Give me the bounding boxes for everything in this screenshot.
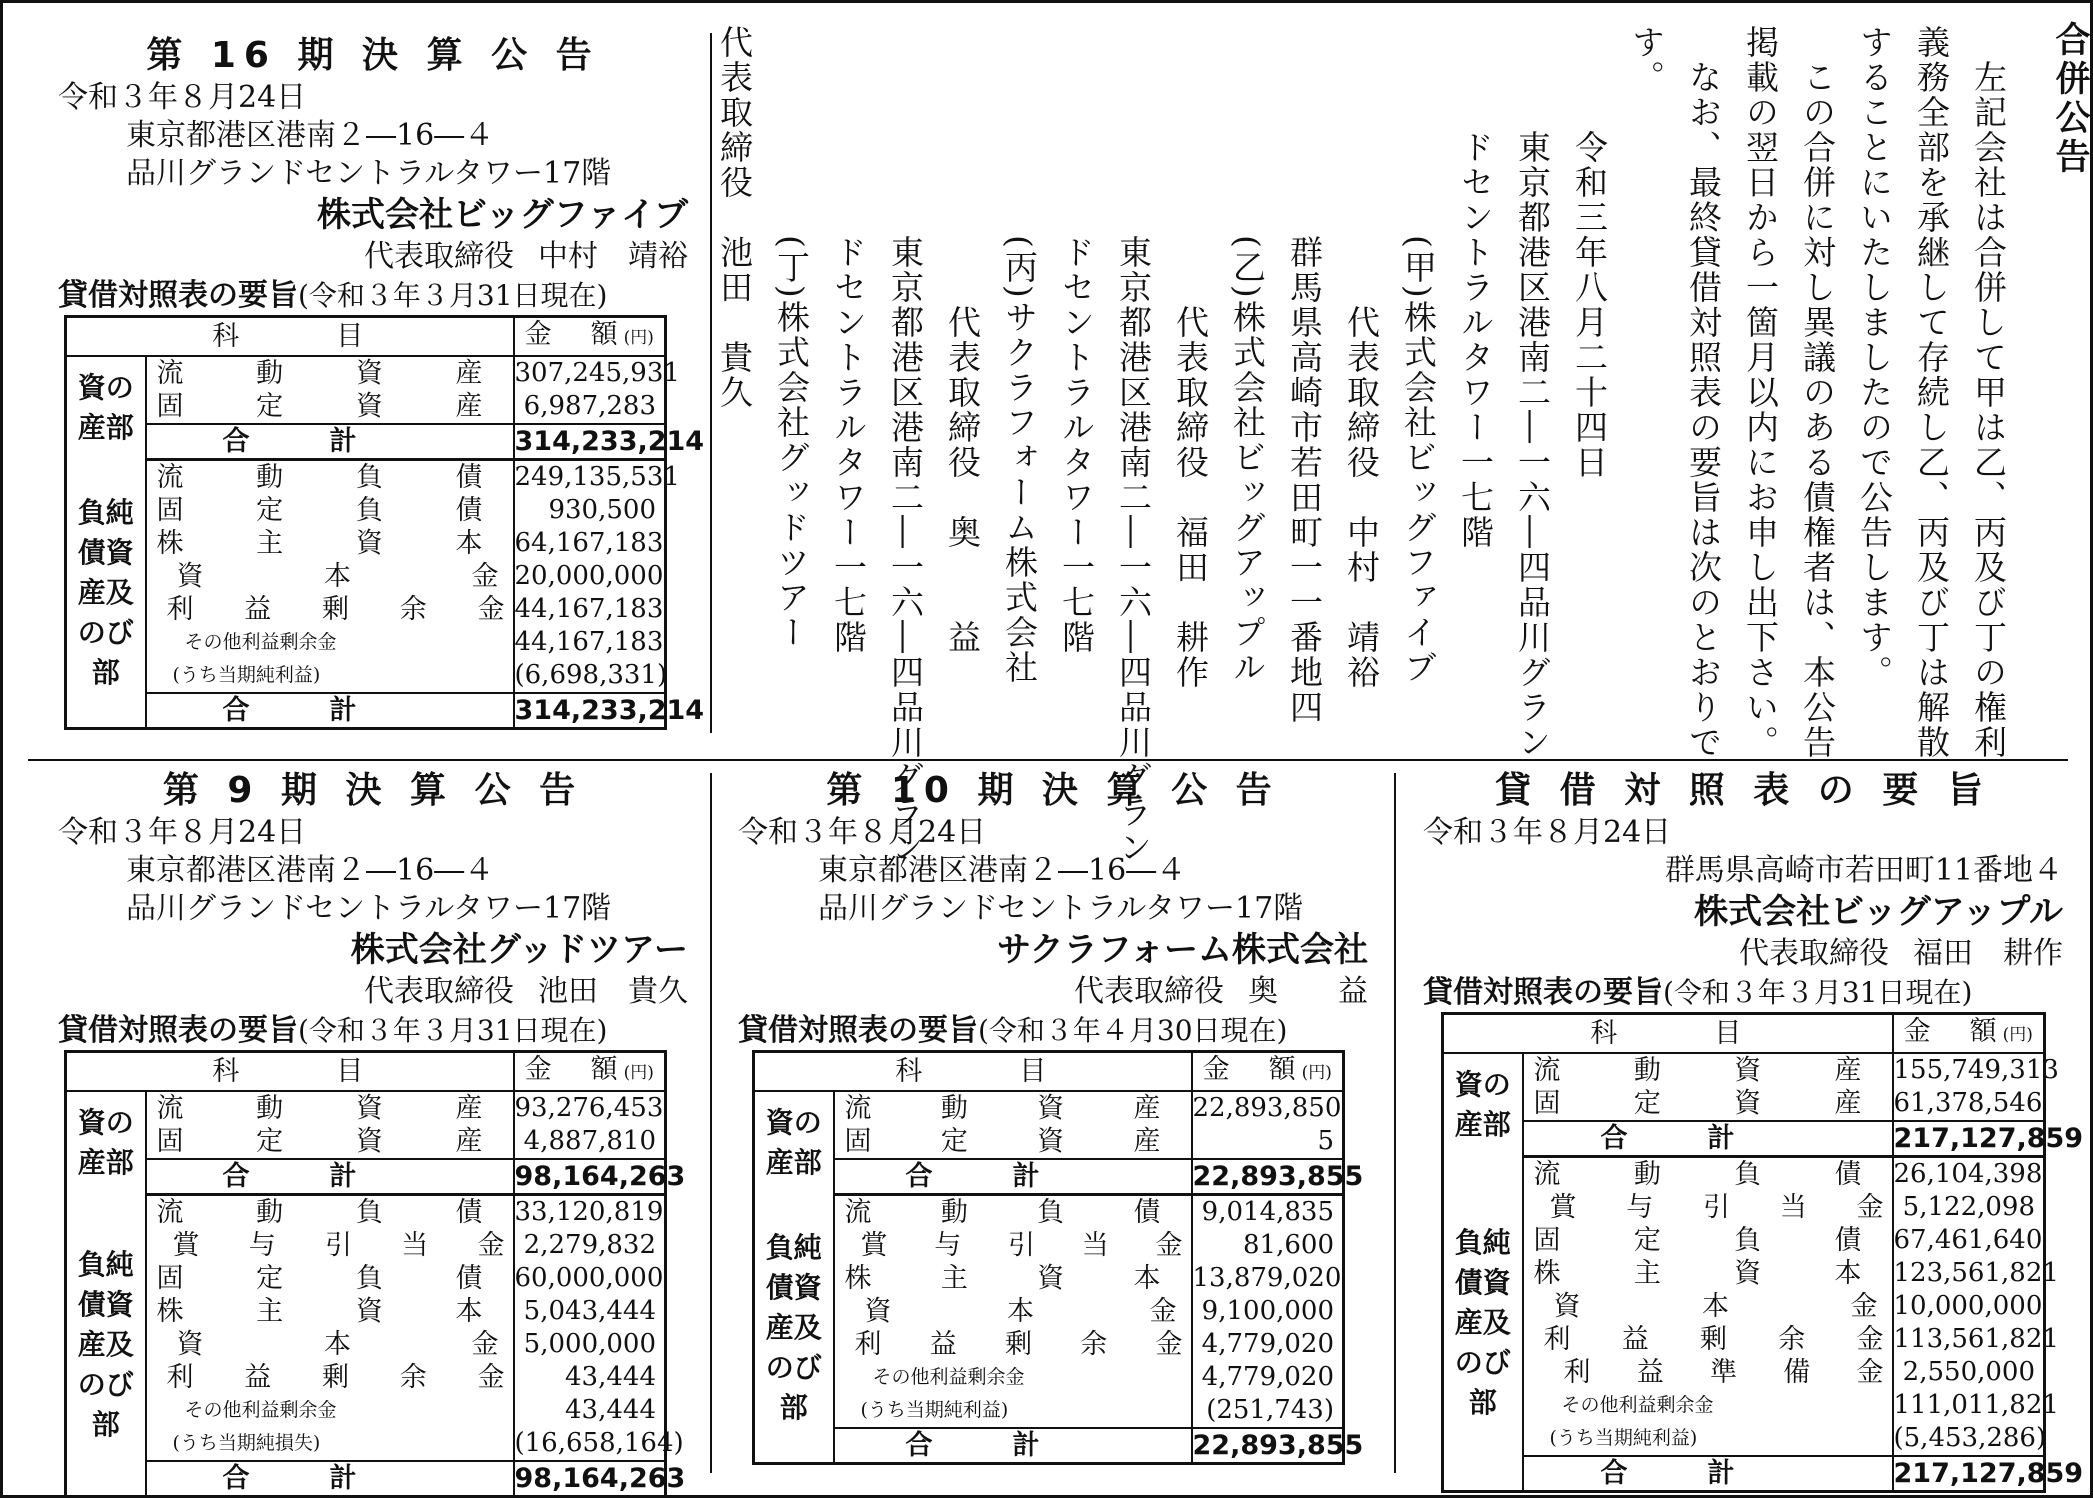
rep-title: 代表取締役 bbox=[364, 239, 514, 274]
table-row bbox=[66, 356, 666, 390]
item-value: 44,167,183 bbox=[514, 593, 666, 626]
divider bbox=[1394, 773, 1396, 1473]
section-label-text: 負純債資産及のび部 bbox=[77, 496, 134, 690]
item-value: 4,779,020 bbox=[1192, 1361, 1344, 1394]
merger-column: 左記会社は合併して甲は乙、丙及び丁の権利 bbox=[1969, 60, 2008, 760]
total-value: 98,164,263 bbox=[514, 1159, 666, 1195]
total-label: 合計 bbox=[146, 693, 514, 729]
table-row bbox=[754, 1361, 1344, 1394]
item-name: 株主資本 bbox=[1533, 1258, 1862, 1289]
item-name: (うち当期純損失) bbox=[172, 1432, 321, 1454]
section-label-text: 資の産部 bbox=[765, 1106, 822, 1180]
table-row bbox=[66, 659, 666, 693]
item-value: 249,135,531 bbox=[514, 460, 666, 495]
item-value: 93,276,453 bbox=[514, 1091, 666, 1125]
item-value: 81,600 bbox=[1192, 1229, 1344, 1262]
merger-column: (乙)株式会社ビッグアップル bbox=[1228, 235, 1267, 685]
caption-date: (令和３年３月31日現在) bbox=[298, 1014, 608, 1047]
table-row bbox=[1443, 1422, 2045, 1456]
item-value: (6,698,331) bbox=[514, 659, 666, 693]
total-value: 22,893,855 bbox=[1192, 1159, 1344, 1195]
item-value: (16,658,164) bbox=[514, 1427, 666, 1461]
item-value: 5,122,098 bbox=[1893, 1191, 2045, 1224]
header-amount bbox=[1893, 1014, 2045, 1054]
item-name: 固定負債 bbox=[156, 495, 483, 526]
total-row bbox=[66, 1461, 666, 1497]
item-name: 流動資産 bbox=[156, 1093, 483, 1124]
rep-name: 中村 靖裕 bbox=[538, 239, 688, 274]
merger-column: 代表取締役 奥 益 bbox=[943, 305, 982, 655]
caption-bold: 貸借対照表の要旨 bbox=[1423, 975, 1663, 1010]
table-row bbox=[1443, 1257, 2045, 1290]
panel-title: 第 10 期 決 算 公 告 bbox=[826, 770, 1280, 811]
table-row bbox=[66, 1091, 666, 1125]
table-row bbox=[66, 1125, 666, 1159]
merger-title: 合併公告 bbox=[2050, 21, 2090, 177]
merger-column: ドセントラルタワー一七階 bbox=[1456, 130, 1495, 550]
table-caption bbox=[738, 1012, 1368, 1050]
balance-sheet bbox=[64, 1050, 688, 1498]
caption-bold: 貸借対照表の要旨 bbox=[738, 1013, 978, 1048]
item-value: 64,167,183 bbox=[514, 527, 666, 560]
item-value: 5,043,444 bbox=[514, 1295, 666, 1328]
section-label-text: 負純債資産及のび部 bbox=[1454, 1226, 1511, 1420]
section-label bbox=[66, 460, 146, 729]
section-label bbox=[1443, 1053, 1523, 1157]
item-name: 固定資産 bbox=[1533, 1088, 1862, 1119]
item-name: 流動負債 bbox=[156, 462, 483, 493]
section-label-text: 資の産部 bbox=[77, 371, 134, 445]
address-line: 東京都港区港南２―16―４ bbox=[818, 853, 1187, 888]
header-amount bbox=[514, 1052, 666, 1092]
item-value: 155,749,313 bbox=[1893, 1055, 2059, 1085]
header-item: 科 目 bbox=[1443, 1014, 1893, 1054]
address-line: 品川グランドセントラルタワー17階 bbox=[126, 891, 612, 926]
item-name: 利益剰余金 bbox=[854, 1329, 1183, 1360]
item-value: 930,500 bbox=[514, 494, 666, 527]
item-name: 株主資本 bbox=[844, 1263, 1161, 1294]
rep-name: 池田 貴久 bbox=[538, 974, 688, 1009]
item-name: その他利益剰余金 bbox=[184, 1399, 337, 1421]
representative bbox=[738, 972, 1368, 1012]
address-line: 東京都港区港南２―16―４ bbox=[126, 853, 495, 888]
total-label: 合計 bbox=[1523, 1121, 1893, 1157]
item-value: 111,011,821 bbox=[1893, 1390, 2059, 1420]
item-value: 9,100,000 bbox=[1192, 1295, 1344, 1328]
item-name: (うち当期純利益) bbox=[1549, 1427, 1698, 1449]
caption-bold: 貸借対照表の要旨 bbox=[58, 278, 298, 313]
panel-p9 bbox=[58, 768, 688, 1498]
section-label-text: 負純債資産及のび部 bbox=[77, 1247, 134, 1441]
notice-date: 令和３年８月24日 bbox=[58, 80, 307, 115]
item-name: 利益準備金 bbox=[1563, 1357, 1884, 1388]
divider bbox=[710, 33, 712, 733]
total-value: 217,127,859 bbox=[1893, 1456, 2045, 1492]
table-row bbox=[66, 1295, 666, 1328]
item-value: 113,561,821 bbox=[1893, 1324, 2059, 1354]
total-label: 合計 bbox=[146, 1461, 514, 1497]
table-row bbox=[66, 1427, 666, 1461]
representative bbox=[58, 972, 688, 1012]
merger-column: (丁)株式会社グッドツアー bbox=[772, 235, 811, 650]
table-row bbox=[66, 494, 666, 527]
item-name: 資本金 bbox=[176, 561, 499, 592]
rep-title: 代表取締役 bbox=[1074, 974, 1224, 1009]
total-row bbox=[66, 1159, 666, 1195]
table-row bbox=[1443, 1323, 2045, 1356]
total-label: 合計 bbox=[834, 1428, 1192, 1464]
caption-date: (令和３年３月31日現在) bbox=[1663, 976, 1973, 1009]
table-row bbox=[754, 1262, 1344, 1295]
merger-column: 掲載の翌日から一箇月以内にお申し出下さい。 bbox=[1741, 25, 1780, 760]
item-value: 4,779,020 bbox=[1192, 1328, 1344, 1361]
total-value: 98,164,263 bbox=[514, 1461, 666, 1497]
item-value: 4,887,810 bbox=[514, 1125, 666, 1159]
section-label bbox=[66, 1091, 146, 1195]
merger-column: 東京都港区港南二―一六―四品川グラン bbox=[886, 235, 925, 865]
total-row bbox=[754, 1428, 1344, 1464]
table-row bbox=[66, 1229, 666, 1262]
section-label bbox=[754, 1091, 834, 1195]
item-name: 流動負債 bbox=[156, 1197, 483, 1228]
header-item: 科 目 bbox=[66, 317, 514, 357]
item-name: 利益剰余金 bbox=[1543, 1324, 1884, 1355]
item-name: 株主資本 bbox=[156, 1296, 483, 1327]
item-value: 2,550,000 bbox=[1893, 1356, 2045, 1389]
notice-date: 令和３年８月24日 bbox=[1423, 815, 1672, 850]
header-amount-label: 金 額 bbox=[1202, 1054, 1302, 1085]
section-label bbox=[1443, 1157, 1523, 1492]
total-label: 合計 bbox=[146, 1159, 514, 1195]
company-name: サクラフォーム株式会社 bbox=[997, 930, 1368, 970]
table-row bbox=[1443, 1157, 2045, 1192]
merger-column: す。 bbox=[1627, 25, 1666, 95]
item-value: 307,245,931 bbox=[514, 358, 680, 388]
header-unit: (円) bbox=[1301, 1063, 1332, 1083]
item-value: 10,000,000 bbox=[1893, 1290, 2045, 1323]
table-row bbox=[754, 1394, 1344, 1428]
merger-column: (丙)サクラフォーム株式会社 bbox=[1000, 235, 1039, 685]
table-row bbox=[754, 1295, 1344, 1328]
merger-column: この合併に対し異議のある債権者は、本公告 bbox=[1798, 60, 1837, 760]
balance-sheet bbox=[64, 315, 705, 730]
header-item: 科 目 bbox=[66, 1052, 514, 1092]
item-value: 67,461,640 bbox=[1893, 1224, 2045, 1257]
total-label: 合計 bbox=[1523, 1456, 1893, 1492]
table-row bbox=[754, 1328, 1344, 1361]
merger-column: 代表取締役 中村 靖裕 bbox=[1342, 305, 1381, 690]
item-value: 44,167,183 bbox=[514, 626, 666, 659]
item-name: (うち当期純利益) bbox=[172, 664, 321, 686]
merger-column: 東京都港区港南二―一六―四品川グラン bbox=[1114, 235, 1153, 865]
notice-date: 令和３年８月24日 bbox=[738, 815, 987, 850]
section-label bbox=[754, 1195, 834, 1464]
item-name: 株主資本 bbox=[156, 528, 483, 559]
panel-p16 bbox=[58, 33, 705, 730]
item-name: 固定資産 bbox=[156, 1126, 483, 1157]
table-row bbox=[66, 1394, 666, 1427]
total-row bbox=[66, 424, 666, 460]
total-value: 217,127,859 bbox=[1893, 1121, 2045, 1157]
header-item: 科 目 bbox=[754, 1052, 1192, 1092]
item-name: (うち当期純利益) bbox=[860, 1399, 1009, 1421]
company-name: 株式会社ビッグファイブ bbox=[317, 195, 688, 235]
panel-title: 第 16 期 決 算 公 告 bbox=[146, 35, 600, 76]
table-row bbox=[66, 460, 666, 495]
caption-date: (令和３年３月31日現在) bbox=[298, 279, 608, 312]
divider bbox=[710, 773, 712, 1473]
panel-big-apple bbox=[1423, 768, 2084, 1493]
table-row bbox=[754, 1091, 1344, 1125]
merger-column: 群馬県高崎市若田町一一番地四 bbox=[1285, 235, 1324, 725]
item-value: (5,453,286) bbox=[1893, 1422, 2045, 1456]
section-label-text: 負純債資産及のび部 bbox=[765, 1231, 822, 1425]
caption-date: (令和３年４月30日現在) bbox=[978, 1014, 1288, 1047]
item-name: 利益剰余金 bbox=[166, 594, 505, 625]
item-value: 13,879,020 bbox=[1192, 1262, 1344, 1295]
header-unit: (円) bbox=[623, 328, 654, 348]
panel-title: 第 9 期 決 算 公 告 bbox=[162, 770, 584, 811]
address-line: 品川グランドセントラルタワー17階 bbox=[126, 156, 612, 191]
panel-p10 bbox=[738, 768, 1368, 1465]
total-label: 合計 bbox=[146, 424, 514, 460]
rep-title: 代表取締役 bbox=[1739, 936, 1889, 971]
table-row bbox=[66, 1262, 666, 1295]
item-name: 固定資産 bbox=[156, 391, 483, 422]
merger-column: 義務全部を承継して存続し乙、丙及び丁は解散 bbox=[1912, 25, 1951, 760]
header-amount-label: 金 額 bbox=[524, 1054, 624, 1085]
merger-column: 代表取締役 池田 貴久 bbox=[715, 25, 754, 410]
merger-column: することにいたしましたので公告します。 bbox=[1855, 25, 1894, 690]
total-label: 合計 bbox=[834, 1159, 1192, 1195]
table-row bbox=[66, 626, 666, 659]
item-name: 賞与引当金 bbox=[1549, 1192, 1884, 1223]
table-row bbox=[754, 1125, 1344, 1159]
item-value: 2,279,832 bbox=[514, 1229, 666, 1262]
table-row bbox=[1443, 1290, 2045, 1323]
company-name: 株式会社グッドツアー bbox=[350, 930, 688, 970]
rep-title: 代表取締役 bbox=[364, 974, 514, 1009]
item-name: 流動資産 bbox=[844, 1093, 1161, 1124]
item-name: 利益剰余金 bbox=[166, 1362, 505, 1393]
total-row bbox=[66, 693, 666, 729]
table-row bbox=[1443, 1191, 2045, 1224]
address-line: 東京都港区港南２―16―４ bbox=[126, 118, 495, 153]
item-name: 流動負債 bbox=[844, 1197, 1161, 1228]
table-row bbox=[66, 527, 666, 560]
item-name: その他利益剰余金 bbox=[872, 1366, 1025, 1388]
rep-name: 福田 耕作 bbox=[1913, 936, 2063, 971]
total-value: 314,233,214 bbox=[514, 693, 666, 729]
item-value: 5,000,000 bbox=[514, 1328, 666, 1361]
table-row bbox=[754, 1195, 1344, 1230]
table-caption bbox=[58, 277, 688, 315]
item-value: 20,000,000 bbox=[514, 560, 666, 593]
section-label bbox=[66, 356, 146, 460]
item-value: 61,378,546 bbox=[1893, 1087, 2045, 1121]
table-row bbox=[1443, 1389, 2045, 1422]
table-row bbox=[66, 1328, 666, 1361]
table-row bbox=[1443, 1087, 2045, 1121]
item-name: 資本金 bbox=[1553, 1291, 1878, 1322]
item-name: 流動資産 bbox=[1533, 1055, 1862, 1086]
item-name: 流動資産 bbox=[156, 358, 483, 389]
header-amount bbox=[1192, 1052, 1344, 1092]
item-value: 43,444 bbox=[514, 1394, 666, 1427]
total-row bbox=[1443, 1121, 2045, 1157]
panel-title: 貸 借 対 照 表 の 要 旨 bbox=[1495, 770, 1991, 811]
item-value: (251,743) bbox=[1192, 1394, 1344, 1428]
item-name: その他利益剰余金 bbox=[184, 631, 337, 653]
section-label-text: 資の産部 bbox=[1454, 1068, 1511, 1142]
table-row bbox=[66, 1195, 666, 1230]
item-value: 33,120,819 bbox=[514, 1195, 666, 1230]
balance-sheet bbox=[1441, 1012, 2084, 1493]
representative bbox=[58, 237, 688, 277]
section-label bbox=[66, 1195, 146, 1497]
item-name: 賞与引当金 bbox=[172, 1230, 505, 1261]
address-line: 群馬県高崎市若田町11番地４ bbox=[1664, 853, 2063, 888]
merger-column: 令和三年八月二十四日 bbox=[1570, 130, 1609, 480]
merger-column: 東京都港区港南二―一六―四品川グラン bbox=[1513, 130, 1552, 760]
table-caption bbox=[1423, 974, 2063, 1012]
header-amount-label: 金 額 bbox=[524, 319, 624, 350]
item-name: 資本金 bbox=[864, 1296, 1177, 1327]
total-row bbox=[754, 1159, 1344, 1195]
header-unit: (円) bbox=[623, 1063, 654, 1083]
total-value: 314,233,214 bbox=[514, 424, 666, 460]
item-value: 9,014,835 bbox=[1192, 1195, 1344, 1230]
item-name: その他利益剰余金 bbox=[1561, 1394, 1714, 1416]
merger-column: ドセントラルタワー一七階 bbox=[829, 235, 868, 655]
table-row bbox=[1443, 1224, 2045, 1257]
total-value: 22,893,855 bbox=[1192, 1428, 1344, 1464]
merger-column: (甲)株式会社ビッグファイブ bbox=[1399, 235, 1438, 685]
table-row bbox=[66, 1361, 666, 1394]
item-value: 60,000,000 bbox=[514, 1262, 666, 1295]
balance-sheet bbox=[752, 1050, 1368, 1465]
item-value: 123,561,821 bbox=[1893, 1258, 2059, 1288]
header-amount-label: 金 額 bbox=[1903, 1016, 2003, 1047]
header-unit: (円) bbox=[2002, 1025, 2033, 1045]
company-name: 株式会社ビッグアップル bbox=[1694, 892, 2063, 932]
item-name: 賞与引当金 bbox=[860, 1230, 1183, 1261]
merger-column: なお、最終貸借対照表の要旨は次のとおりで bbox=[1684, 60, 1723, 760]
item-value: 43,444 bbox=[514, 1361, 666, 1394]
table-row bbox=[754, 1229, 1344, 1262]
item-value: 22,893,850 bbox=[1192, 1091, 1344, 1125]
merger-column: 代表取締役 福田 耕作 bbox=[1171, 305, 1210, 690]
item-value: 5 bbox=[1192, 1125, 1344, 1159]
total-row bbox=[1443, 1456, 2045, 1492]
caption-bold: 貸借対照表の要旨 bbox=[58, 1013, 298, 1048]
item-name: 流動負債 bbox=[1533, 1159, 1862, 1190]
table-row bbox=[1443, 1356, 2045, 1389]
table-row bbox=[66, 560, 666, 593]
table-row bbox=[66, 390, 666, 424]
item-name: 固定資産 bbox=[844, 1126, 1161, 1157]
item-name: 固定負債 bbox=[1533, 1225, 1862, 1256]
address-line: 品川グランドセントラルタワー17階 bbox=[818, 891, 1304, 926]
representative bbox=[1423, 934, 2063, 974]
table-caption bbox=[58, 1012, 688, 1050]
table-row bbox=[1443, 1053, 2045, 1087]
table-row bbox=[66, 593, 666, 626]
item-value: 6,987,283 bbox=[514, 390, 666, 424]
header-amount bbox=[514, 317, 666, 357]
rep-name: 奥 益 bbox=[1248, 974, 1368, 1009]
item-name: 資本金 bbox=[176, 1329, 499, 1360]
section-label-text: 資の産部 bbox=[77, 1106, 134, 1180]
notice-date: 令和３年８月24日 bbox=[58, 815, 307, 850]
merger-column: ドセントラルタワー一七階 bbox=[1057, 235, 1096, 655]
item-value: 26,104,398 bbox=[1893, 1157, 2045, 1192]
item-name: 固定負債 bbox=[156, 1263, 483, 1294]
